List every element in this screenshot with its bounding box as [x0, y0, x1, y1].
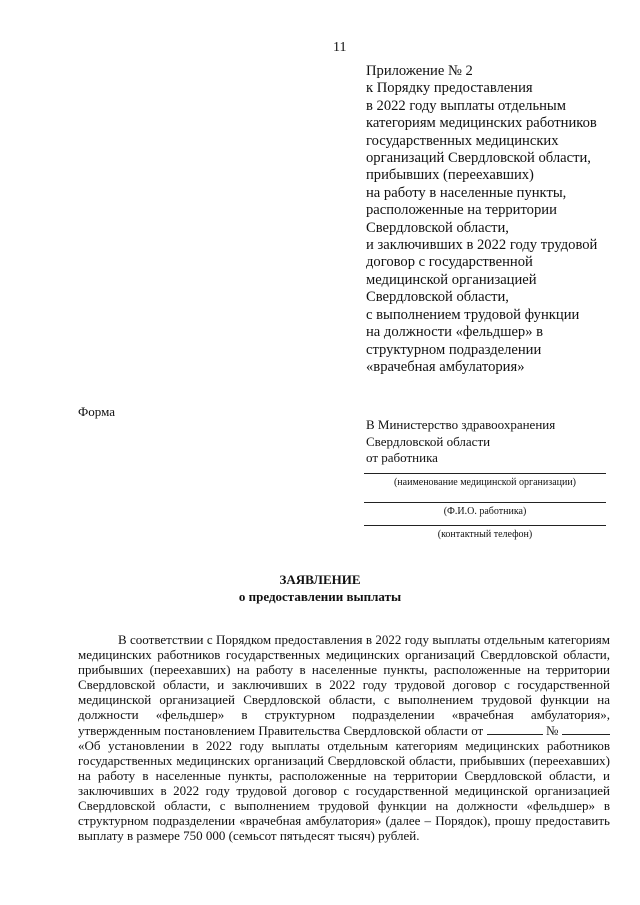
- number-blank[interactable]: [562, 724, 610, 735]
- appendix-line: Свердловской области,: [366, 289, 509, 306]
- addressee-from: от работника: [366, 450, 438, 465]
- appendix-line: на должности «фельдшер» в: [366, 324, 544, 341]
- appendix-line: на работу в населенные пункты,: [366, 184, 567, 201]
- application-body: [78, 632, 610, 843]
- appendix-line: структурном подразделении: [366, 341, 542, 358]
- appendix-line: Свердловской области,: [366, 219, 509, 236]
- title-main: ЗАЯВЛЕНИЕ: [279, 572, 361, 587]
- number-sign: №: [546, 722, 559, 738]
- appendix-line: к Порядку предоставления: [366, 80, 533, 97]
- organization-caption: (наименование медицинской организации): [393, 477, 577, 488]
- appendix-line: Приложение № 2: [366, 63, 473, 79]
- body-part-1: В соответствии с Порядком предоставления в 2022 году выплаты отдельным категориям медицинских работников государственных медицинских организаций Свердловской области, прибывших (переехавших) на работу в населенные пункты, расположенные на территории Свердловской области, и заключивших в 2022 году трудовой договор с государственной медицинской организацией Свердловской области, с выполнением трудовой функции на должности «фельдшер» в структурном подразделении «врачебная амбулатория», утвержденным постановлением Правительства Свердловской области от: [78, 632, 610, 738]
- organization-field[interactable]: [364, 473, 606, 490]
- contact-phone-caption: (контактный телефон): [437, 529, 533, 540]
- appendix-line: организаций Свердловской области,: [366, 150, 591, 167]
- addressee-ministry: В Министерство здравоохранения: [366, 417, 556, 432]
- addressee-region: Свердловской области: [366, 433, 491, 449]
- form-label: Форма: [78, 404, 115, 419]
- employee-name-field[interactable]: [364, 502, 606, 519]
- appendix-header: [366, 63, 626, 376]
- appendix-line: категориям медицинских работников: [366, 115, 597, 132]
- appendix-line: договор с государственной: [366, 254, 533, 271]
- appendix-line: и заключивших в 2022 году трудовой: [366, 237, 598, 254]
- appendix-line: с выполнением трудовой функции: [366, 306, 580, 323]
- contact-phone-field[interactable]: [364, 525, 606, 542]
- appendix-line: в 2022 году выплаты отдельным: [366, 97, 566, 114]
- date-blank[interactable]: [487, 724, 543, 735]
- document-title: [0, 571, 640, 605]
- appendix-line: медицинской организацией: [366, 271, 537, 288]
- title-subtitle: о предоставлении выплаты: [238, 589, 402, 604]
- appendix-line: «врачебная амбулатория»: [366, 358, 525, 375]
- body-part-3: «Об установлении в 2022 году выплаты отдельным категориям медицинских работников государственных медицинских организаций Свердловской области, прибывших (переехавших) на работу в населенные пункты, расположенные на территории Свердловской области, и заключивших в 2022 году трудовой договор с государственной медицинской организацией Свердловской области, с выполнением трудовой функции на должности «фельдшер» в структурном подразделении «врачебная амбулатория» (далее – Порядок), прошу предоставить выплату в размере 750 000 (семьсот пятьдесят тысяч) рублей.: [78, 737, 610, 844]
- employee-name-caption: (Ф.И.О. работника): [443, 506, 527, 517]
- appendix-line: прибывших (переехавших): [366, 167, 534, 184]
- addressee-block: [366, 417, 616, 467]
- appendix-line: государственных медицинских: [366, 132, 559, 149]
- page-number: 11: [333, 40, 347, 55]
- appendix-line: расположенные на территории: [366, 202, 557, 219]
